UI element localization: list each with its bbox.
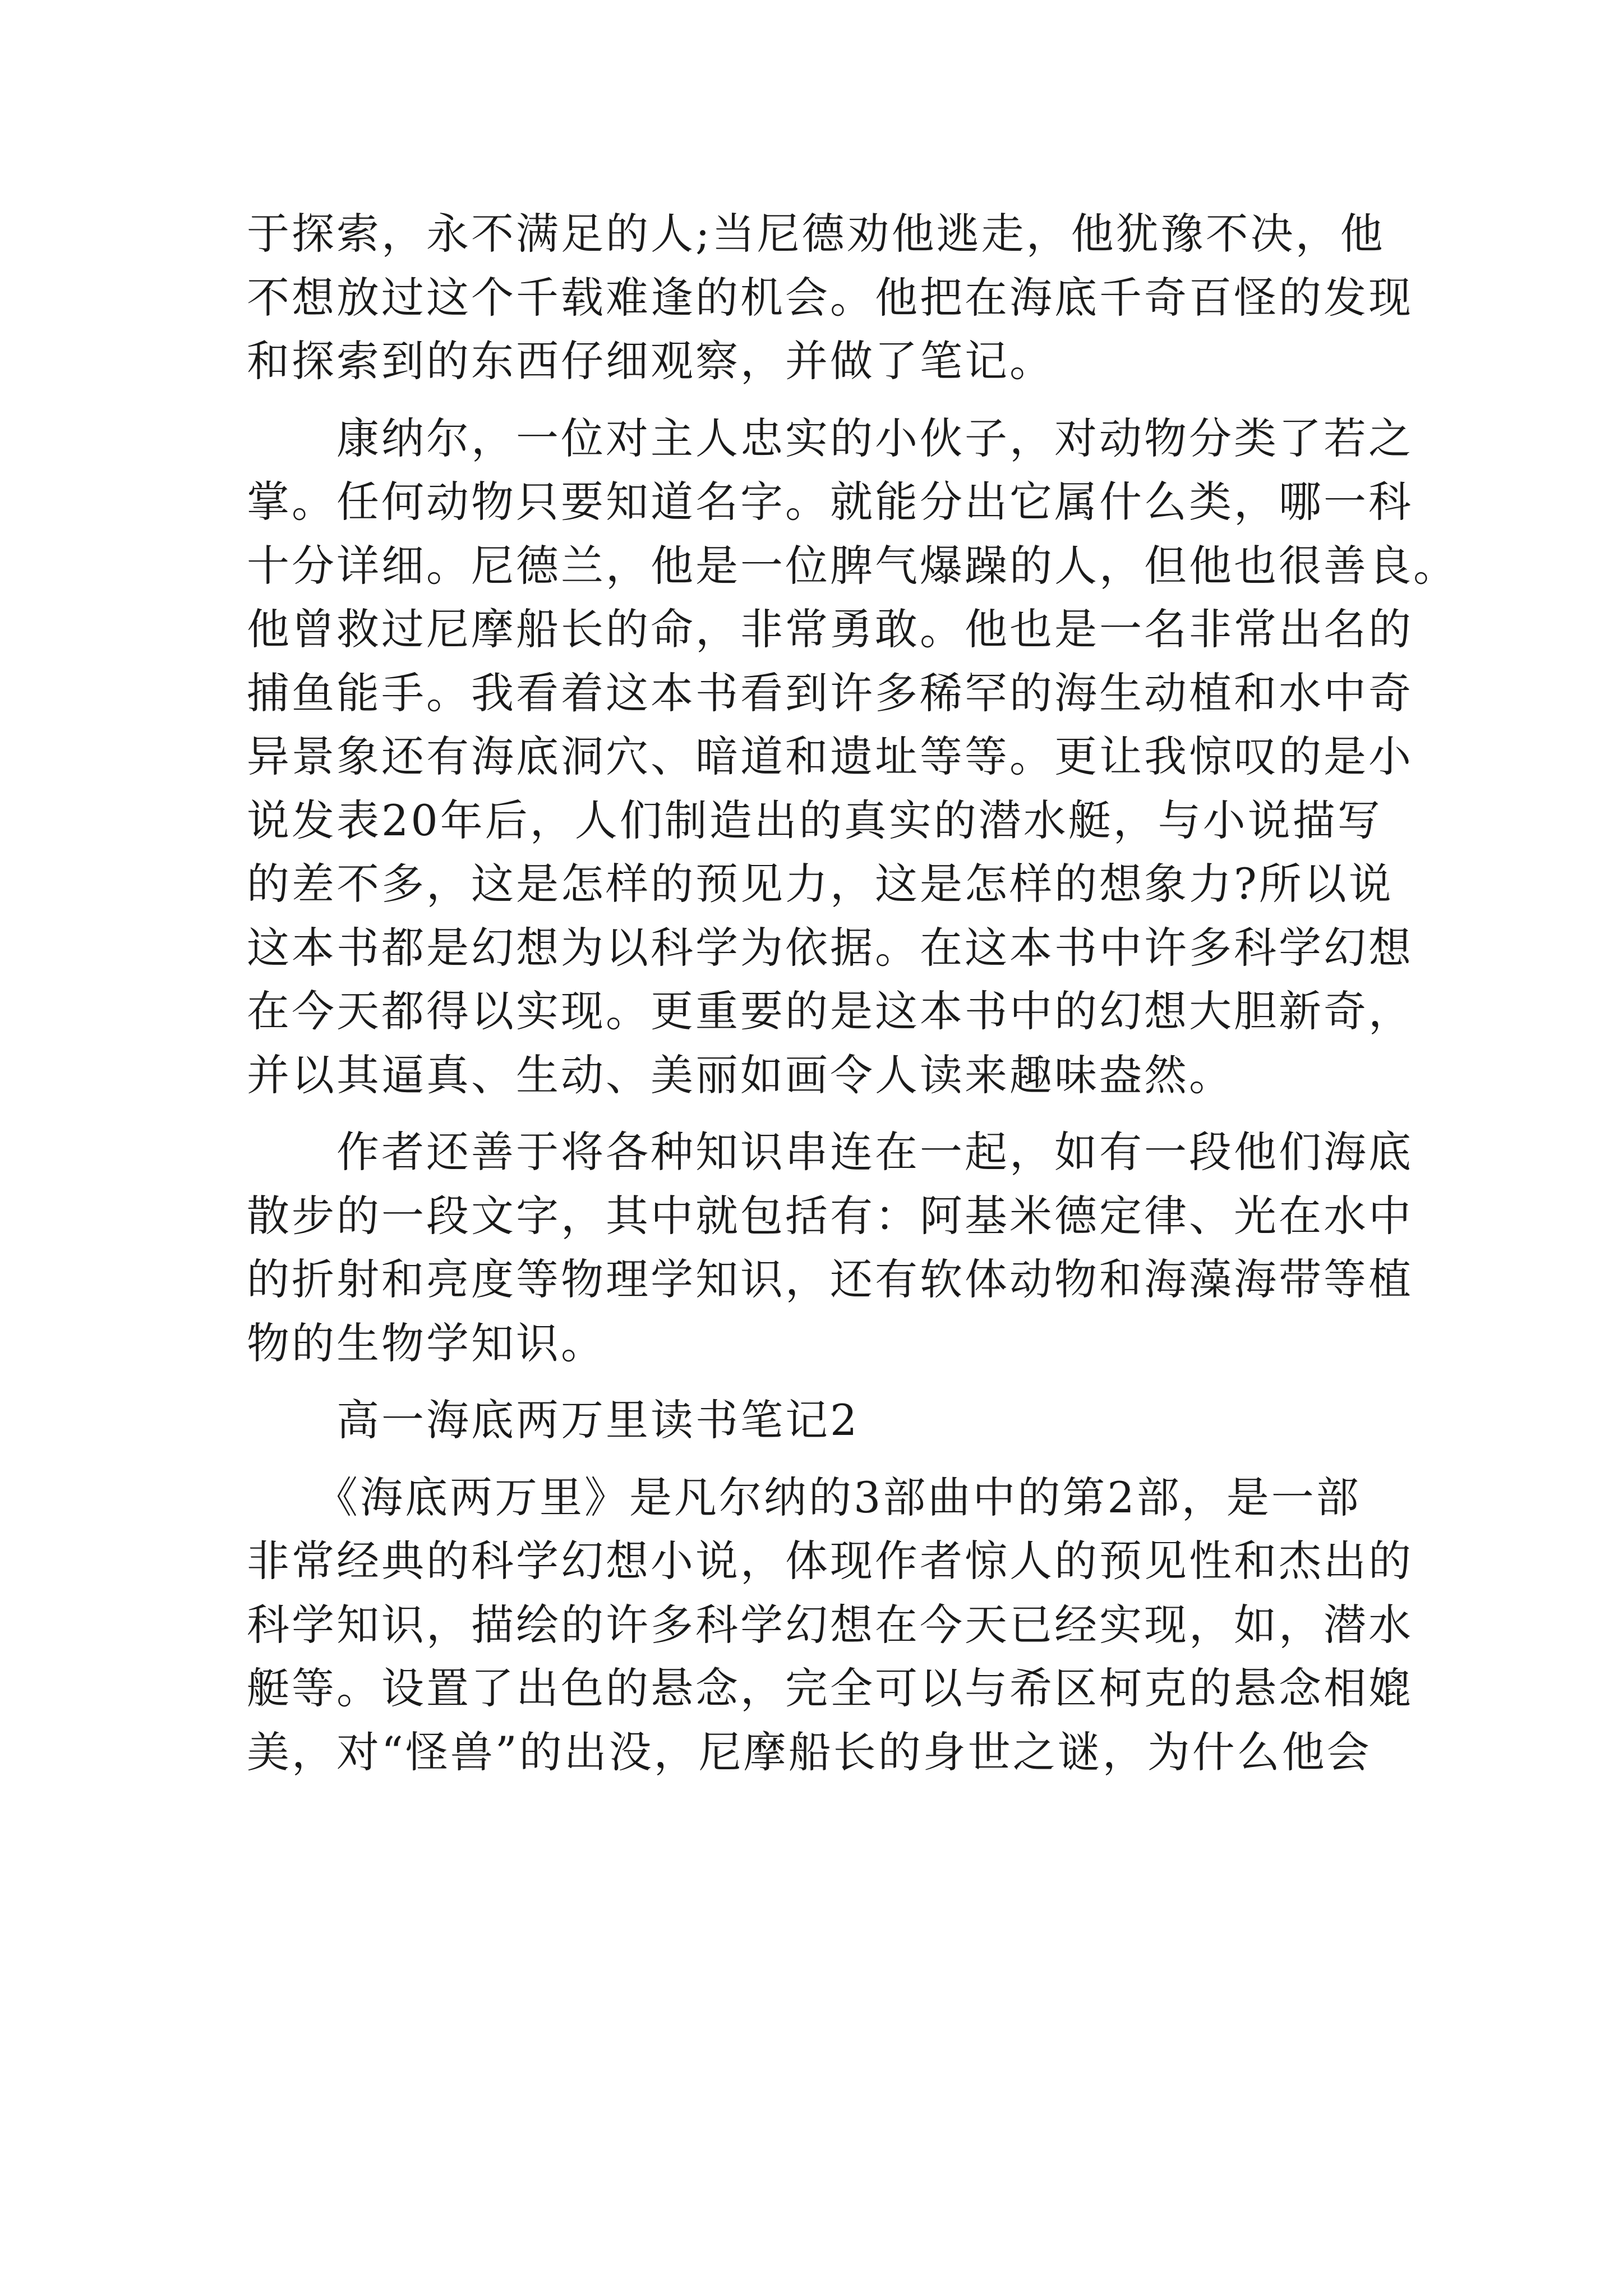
paragraph-gap [247, 1452, 1380, 1466]
text-line: 和探索到的东西仔细观察，并做了笔记。 [247, 336, 1054, 386]
text-line: 在今天都得以实现。更重要的是这本书中的幻想大胆新奇， [247, 986, 1413, 1036]
section-heading: 高一海底两万里读书笔记2 [247, 1395, 860, 1445]
text-line: 《海底两万里》是凡尔纳的3部曲中的第2部，是一部 [247, 1472, 1361, 1522]
text-line: 十分详细。尼德兰，他是一位脾气爆躁的人，但他也很善良。 [247, 540, 1458, 591]
text-line: 康纳尔，一位对主人忠实的小伙子，对动物分类了若之 [247, 413, 1413, 463]
text-line: 捕鱼能手。我看着这本书看到许多稀罕的海生动植和水中奇 [247, 668, 1413, 718]
text-line: 作者还善于将各种知识串连在一起，如有一段他们海底 [247, 1127, 1413, 1177]
text-line: 他曾救过尼摩船长的命，非常勇敢。他也是一名非常出名的 [247, 604, 1413, 654]
text-line: 并以其逼真、生动、美丽如画令人读来趣味盎然。 [247, 1050, 1234, 1100]
text-line: 掌。任何动物只要知道名字。就能分出它属什么类，哪一科 [247, 477, 1413, 527]
text-line: 的折射和亮度等物理学知识，还有软体动物和海藻海带等植 [247, 1254, 1413, 1304]
document-body [247, 202, 1458, 1784]
text-line: 不想放过这个千载难逢的机会。他把在海底千奇百怪的发现 [247, 272, 1413, 323]
text-line: 的差不多，这是怎样的预见力，这是怎样的想象力?所以说 [247, 859, 1394, 909]
text-line: 美，对“怪兽”的出没，尼摩船长的身世之谜，为什么他会 [247, 1727, 1372, 1777]
text-line: 散步的一段文字，其中就包括有：阿基米德定律、光在水中 [247, 1190, 1413, 1241]
paragraph-gap [247, 393, 1380, 407]
paragraph-gap [247, 1375, 1380, 1388]
text-line: 异景象还有海底洞穴、暗道和遗址等等。更让我惊叹的是小 [247, 731, 1413, 781]
text-line: 科学知识，描绘的许多科学幻想在今天已经实现，如，潜水 [247, 1599, 1413, 1650]
text-line: 艇等。设置了出色的悬念，完全可以与希区柯克的悬念相媲 [247, 1663, 1413, 1713]
paragraph-gap [247, 1107, 1380, 1120]
text-line: 非常经典的科学幻想小说，体现作者惊人的预见性和杰出的 [247, 1536, 1413, 1586]
text-line: 物的生物学知识。 [247, 1318, 606, 1368]
text-line: 这本书都是幻想为以科学为依据。在这本书中许多科学幻想 [247, 922, 1413, 973]
text-line: 说发表20年后，人们制造出的真实的潜水艇，与小说描写 [247, 795, 1382, 845]
text-line: 于探索，永不满足的人;当尼德劝他逃走，他犹豫不决，他 [247, 209, 1385, 259]
